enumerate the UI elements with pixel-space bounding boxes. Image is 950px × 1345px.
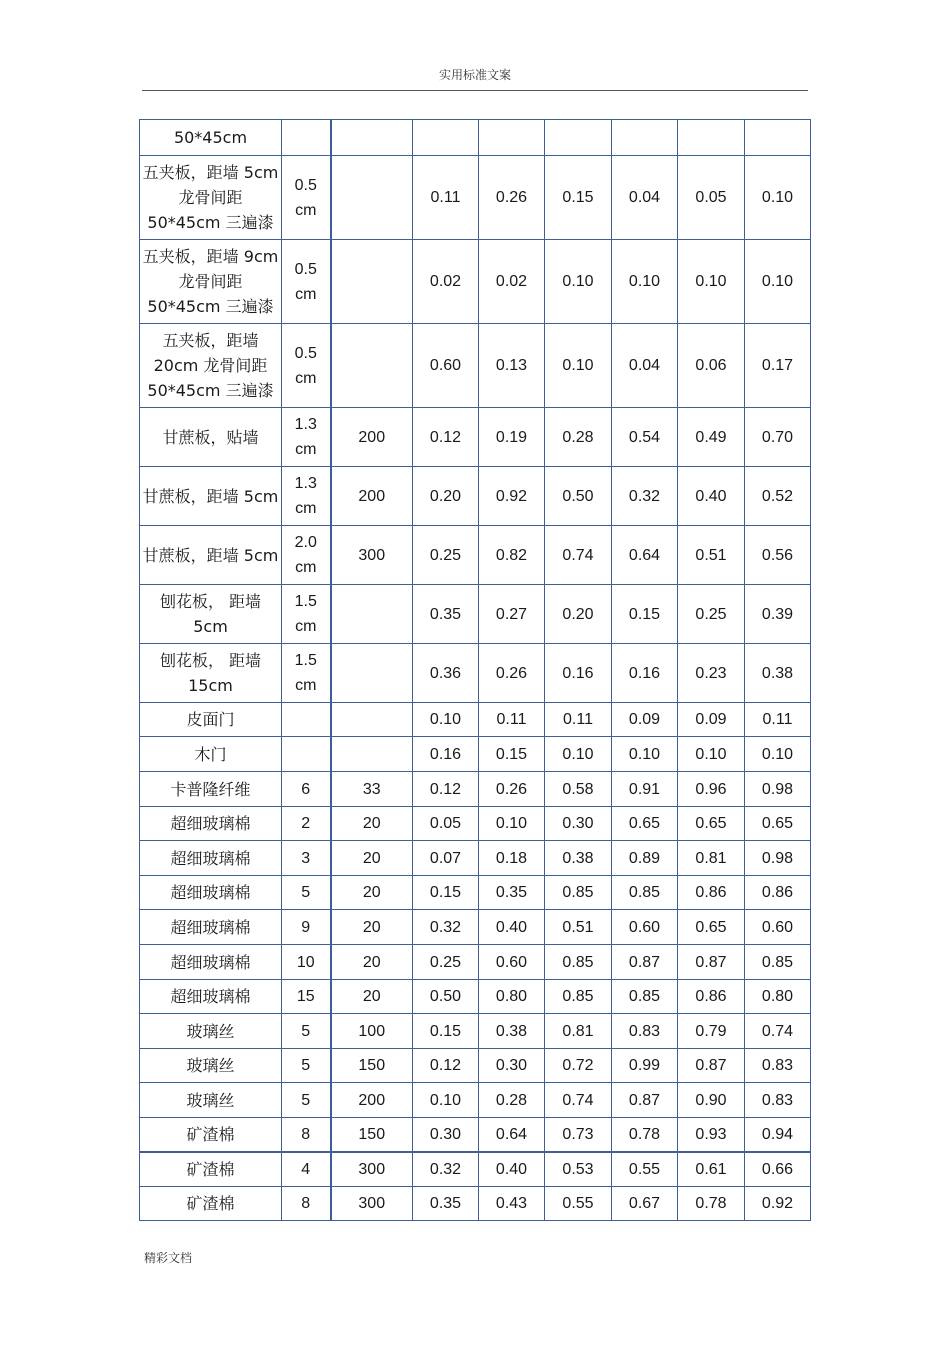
coefficient-cell: 0.78: [612, 1118, 678, 1152]
coefficient-cell: 0.04: [612, 156, 678, 240]
density-cell: 33: [331, 772, 413, 807]
table-row: [140, 1118, 811, 1152]
coefficient-cell: 0.06: [678, 324, 745, 408]
coefficient-cell: 0.64: [612, 526, 678, 585]
coefficient-cell: 0.18: [479, 841, 545, 876]
coefficient-cell: 0.11: [545, 703, 612, 737]
coefficient-cell: 0.96: [678, 772, 745, 807]
coefficient-cell: 0.10: [745, 156, 811, 240]
coefficient-cell: 0.55: [612, 1152, 678, 1187]
material-name-cell: 超细玻璃棉: [140, 807, 282, 841]
density-cell: [331, 240, 413, 324]
coefficient-cell: 0.70: [745, 408, 811, 467]
table-row: [140, 945, 811, 980]
density-cell: 20: [331, 876, 413, 910]
coefficient-cell: 0.65: [678, 910, 745, 945]
coefficient-cell: 0.16: [545, 644, 612, 703]
coefficient-cell: 0.16: [413, 737, 479, 772]
coefficient-cell: 0.51: [545, 910, 612, 945]
coefficient-cell: 0.30: [545, 807, 612, 841]
coefficient-cell: 0.12: [413, 772, 479, 807]
coefficient-cell: [545, 120, 612, 156]
density-cell: 300: [331, 526, 413, 585]
coefficient-cell: 0.87: [612, 945, 678, 980]
coefficient-cell: 0.81: [545, 1014, 612, 1049]
coefficient-cell: 0.92: [745, 1187, 811, 1221]
coefficient-cell: 0.60: [612, 910, 678, 945]
coefficient-cell: 0.15: [413, 1014, 479, 1049]
density-cell: [331, 156, 413, 240]
density-cell: 20: [331, 807, 413, 841]
density-cell: 300: [331, 1187, 413, 1221]
coefficient-cell: 0.60: [413, 324, 479, 408]
thickness-cell: 0.5 cm: [282, 156, 331, 240]
material-name-cell: 甘蔗板，距墙 5cm: [140, 467, 282, 526]
coefficient-cell: 0.51: [678, 526, 745, 585]
density-cell: 200: [331, 408, 413, 467]
coefficient-cell: 0.86: [678, 876, 745, 910]
coefficient-cell: 0.36: [413, 644, 479, 703]
density-cell: [331, 737, 413, 772]
coefficient-cell: 0.28: [479, 1083, 545, 1118]
coefficient-cell: 0.67: [612, 1187, 678, 1221]
density-cell: [331, 703, 413, 737]
coefficient-cell: 0.10: [413, 703, 479, 737]
coefficient-cell: 0.26: [479, 156, 545, 240]
coefficient-cell: 0.10: [745, 737, 811, 772]
coefficient-cell: 0.43: [479, 1187, 545, 1221]
coefficient-cell: 0.26: [479, 772, 545, 807]
coefficient-cell: 0.86: [678, 980, 745, 1014]
table-row: [140, 526, 811, 585]
thickness-cell: 6: [282, 772, 331, 807]
density-cell: 20: [331, 980, 413, 1014]
table-row: [140, 240, 811, 324]
coefficient-cell: 0.09: [678, 703, 745, 737]
coefficient-cell: [479, 120, 545, 156]
coefficient-cell: [612, 120, 678, 156]
coefficient-cell: 0.09: [612, 703, 678, 737]
thickness-cell: 5: [282, 876, 331, 910]
coefficient-cell: 0.27: [479, 585, 545, 644]
table-row: [140, 1187, 811, 1221]
absorption-coefficient-table: [139, 119, 811, 1221]
coefficient-cell: 0.85: [545, 876, 612, 910]
coefficient-cell: 0.91: [612, 772, 678, 807]
thickness-cell: 5: [282, 1083, 331, 1118]
coefficient-cell: 0.53: [545, 1152, 612, 1187]
coefficient-cell: 0.35: [413, 585, 479, 644]
density-cell: 20: [331, 910, 413, 945]
material-name-cell: 甘蔗板，贴墙: [140, 408, 282, 467]
thickness-cell: 5: [282, 1049, 331, 1083]
table-row: [140, 1083, 811, 1118]
material-name-cell: 木门: [140, 737, 282, 772]
coefficient-cell: 0.49: [678, 408, 745, 467]
material-name-cell: 五夹板，距墙 5cm 龙骨间距 50*45cm 三遍漆: [140, 156, 282, 240]
coefficient-cell: 0.54: [612, 408, 678, 467]
coefficient-cell: 0.79: [678, 1014, 745, 1049]
header-divider: [142, 90, 808, 91]
coefficient-cell: 0.10: [745, 240, 811, 324]
material-name-cell: 五夹板，距墙 9cm 龙骨间距 50*45cm 三遍漆: [140, 240, 282, 324]
coefficient-cell: 0.15: [545, 156, 612, 240]
material-name-cell: 皮面门: [140, 703, 282, 737]
coefficient-cell: 0.83: [745, 1049, 811, 1083]
coefficient-cell: 0.89: [612, 841, 678, 876]
thickness-cell: [282, 120, 331, 156]
coefficient-cell: 0.12: [413, 1049, 479, 1083]
coefficient-cell: 0.85: [545, 945, 612, 980]
coefficient-cell: 0.85: [612, 876, 678, 910]
coefficient-cell: 0.13: [479, 324, 545, 408]
table-row: [140, 1049, 811, 1083]
density-cell: 300: [331, 1152, 413, 1187]
coefficient-cell: 0.65: [612, 807, 678, 841]
coefficient-cell: 0.87: [678, 1049, 745, 1083]
table-body: [140, 120, 811, 1221]
coefficient-cell: 0.10: [678, 737, 745, 772]
coefficient-cell: 0.17: [745, 324, 811, 408]
material-name-cell: 玻璃丝: [140, 1083, 282, 1118]
coefficient-cell: 0.60: [745, 910, 811, 945]
table-row: [140, 841, 811, 876]
table-row: [140, 644, 811, 703]
coefficient-cell: 0.82: [479, 526, 545, 585]
table-row: [140, 772, 811, 807]
coefficient-cell: 0.38: [479, 1014, 545, 1049]
coefficient-cell: 0.10: [545, 737, 612, 772]
density-cell: 150: [331, 1049, 413, 1083]
table-row: [140, 1152, 811, 1187]
coefficient-cell: 0.83: [612, 1014, 678, 1049]
coefficient-cell: 0.38: [745, 644, 811, 703]
thickness-cell: 0.5 cm: [282, 324, 331, 408]
material-name-cell: 甘蔗板，距墙 5cm: [140, 526, 282, 585]
table-row: [140, 408, 811, 467]
table-row: [140, 156, 811, 240]
coefficient-cell: 0.20: [545, 585, 612, 644]
density-cell: 200: [331, 1083, 413, 1118]
coefficient-cell: 0.40: [479, 910, 545, 945]
coefficient-cell: 0.32: [413, 1152, 479, 1187]
coefficient-cell: 0.07: [413, 841, 479, 876]
material-name-cell: 超细玻璃棉: [140, 841, 282, 876]
coefficient-cell: 0.50: [413, 980, 479, 1014]
coefficient-cell: 0.32: [612, 467, 678, 526]
thickness-cell: 2.0 cm: [282, 526, 331, 585]
coefficient-cell: 0.02: [479, 240, 545, 324]
coefficient-cell: 0.66: [745, 1152, 811, 1187]
coefficient-cell: 0.05: [678, 156, 745, 240]
coefficient-cell: 0.35: [479, 876, 545, 910]
coefficient-cell: 0.98: [745, 772, 811, 807]
coefficient-cell: 0.73: [545, 1118, 612, 1152]
coefficient-cell: 0.78: [678, 1187, 745, 1221]
table-row: [140, 120, 811, 156]
coefficient-cell: 0.10: [612, 737, 678, 772]
coefficient-cell: 0.39: [745, 585, 811, 644]
coefficient-cell: 0.65: [678, 807, 745, 841]
coefficient-cell: 0.38: [545, 841, 612, 876]
coefficient-cell: 0.93: [678, 1118, 745, 1152]
density-cell: 100: [331, 1014, 413, 1049]
coefficient-cell: 0.74: [545, 526, 612, 585]
table-row: [140, 876, 811, 910]
coefficient-cell: 0.28: [545, 408, 612, 467]
thickness-cell: 15: [282, 980, 331, 1014]
table-row: [140, 324, 811, 408]
material-name-cell: 超细玻璃棉: [140, 980, 282, 1014]
coefficient-cell: 0.10: [479, 807, 545, 841]
coefficient-cell: 0.23: [678, 644, 745, 703]
material-name-cell: 矿渣棉: [140, 1152, 282, 1187]
thickness-cell: [282, 737, 331, 772]
material-name-cell: 刨花板， 距墙 15cm: [140, 644, 282, 703]
coefficient-cell: 0.32: [413, 910, 479, 945]
thickness-cell: 0.5 cm: [282, 240, 331, 324]
coefficient-cell: 0.85: [612, 980, 678, 1014]
coefficient-cell: 0.40: [479, 1152, 545, 1187]
coefficient-cell: 0.11: [479, 703, 545, 737]
table-row: [140, 585, 811, 644]
thickness-cell: 1.3 cm: [282, 408, 331, 467]
coefficient-cell: [413, 120, 479, 156]
coefficient-cell: 0.85: [545, 980, 612, 1014]
coefficient-cell: 0.80: [479, 980, 545, 1014]
material-name-cell: 玻璃丝: [140, 1049, 282, 1083]
coefficient-cell: 0.99: [612, 1049, 678, 1083]
density-cell: [331, 644, 413, 703]
coefficient-cell: 0.02: [413, 240, 479, 324]
coefficient-cell: 0.83: [745, 1083, 811, 1118]
density-cell: [331, 120, 413, 156]
coefficient-cell: 0.16: [612, 644, 678, 703]
coefficient-cell: 0.25: [413, 945, 479, 980]
coefficient-cell: [745, 120, 811, 156]
thickness-cell: 3: [282, 841, 331, 876]
coefficient-cell: 0.58: [545, 772, 612, 807]
material-name-cell: 刨花板， 距墙 5cm: [140, 585, 282, 644]
coefficient-cell: 0.10: [678, 240, 745, 324]
coefficient-cell: 0.98: [745, 841, 811, 876]
coefficient-cell: 0.74: [745, 1014, 811, 1049]
thickness-cell: 2: [282, 807, 331, 841]
density-cell: 20: [331, 945, 413, 980]
coefficient-cell: 0.94: [745, 1118, 811, 1152]
table-row: [140, 980, 811, 1014]
coefficient-cell: 0.10: [545, 240, 612, 324]
coefficient-cell: 0.10: [545, 324, 612, 408]
coefficient-cell: 0.52: [745, 467, 811, 526]
material-name-cell: 玻璃丝: [140, 1014, 282, 1049]
thickness-cell: 8: [282, 1187, 331, 1221]
coefficient-cell: 0.87: [612, 1083, 678, 1118]
coefficient-cell: 0.92: [479, 467, 545, 526]
table-row: [140, 467, 811, 526]
material-name-cell: 超细玻璃棉: [140, 910, 282, 945]
coefficient-cell: 0.56: [745, 526, 811, 585]
page-footer: 精彩文档: [144, 1251, 193, 1265]
coefficient-cell: 0.11: [413, 156, 479, 240]
coefficient-cell: 0.35: [413, 1187, 479, 1221]
thickness-cell: 5: [282, 1014, 331, 1049]
page-header: 实用标准文案: [438, 68, 511, 82]
coefficient-cell: 0.12: [413, 408, 479, 467]
coefficient-cell: 0.30: [479, 1049, 545, 1083]
coefficient-cell: 0.20: [413, 467, 479, 526]
coefficient-cell: 0.74: [545, 1083, 612, 1118]
coefficient-cell: 0.26: [479, 644, 545, 703]
coefficient-cell: 0.72: [545, 1049, 612, 1083]
coefficient-cell: 0.15: [413, 876, 479, 910]
coefficient-cell: 0.10: [413, 1083, 479, 1118]
thickness-cell: 1.3 cm: [282, 467, 331, 526]
table-row: [140, 807, 811, 841]
coefficient-cell: 0.55: [545, 1187, 612, 1221]
coefficient-cell: 0.19: [479, 408, 545, 467]
coefficient-cell: 0.81: [678, 841, 745, 876]
material-name-cell: 矿渣棉: [140, 1187, 282, 1221]
table-row: [140, 1014, 811, 1049]
coefficient-cell: 0.86: [745, 876, 811, 910]
coefficient-cell: 0.15: [479, 737, 545, 772]
table-row: [140, 703, 811, 737]
coefficient-cell: 0.85: [745, 945, 811, 980]
coefficient-cell: [678, 120, 745, 156]
thickness-cell: [282, 703, 331, 737]
coefficient-cell: 0.10: [612, 240, 678, 324]
coefficient-cell: 0.11: [745, 703, 811, 737]
material-name-cell: 超细玻璃棉: [140, 876, 282, 910]
material-name-cell: 矿渣棉: [140, 1118, 282, 1152]
table-row: [140, 737, 811, 772]
thickness-cell: 8: [282, 1118, 331, 1152]
coefficient-cell: 0.25: [678, 585, 745, 644]
coefficient-cell: 0.65: [745, 807, 811, 841]
table-row: [140, 910, 811, 945]
density-cell: 200: [331, 467, 413, 526]
coefficient-cell: 0.87: [678, 945, 745, 980]
coefficient-cell: 0.90: [678, 1083, 745, 1118]
coefficient-cell: 0.64: [479, 1118, 545, 1152]
density-cell: [331, 324, 413, 408]
coefficient-cell: 0.15: [612, 585, 678, 644]
material-name-cell: 五夹板，距墙 20cm 龙骨间距 50*45cm 三遍漆: [140, 324, 282, 408]
material-name-cell: 超细玻璃棉: [140, 945, 282, 980]
coefficient-cell: 0.25: [413, 526, 479, 585]
density-cell: 150: [331, 1118, 413, 1152]
thickness-cell: 1.5 cm: [282, 585, 331, 644]
material-name-cell: 卡普隆纤维: [140, 772, 282, 807]
thickness-cell: 9: [282, 910, 331, 945]
coefficient-cell: 0.80: [745, 980, 811, 1014]
coefficient-cell: 0.05: [413, 807, 479, 841]
coefficient-cell: 0.40: [678, 467, 745, 526]
coefficient-cell: 0.04: [612, 324, 678, 408]
material-name-cell: 50*45cm: [140, 120, 282, 156]
thickness-cell: 4: [282, 1152, 331, 1187]
coefficient-cell: 0.60: [479, 945, 545, 980]
thickness-cell: 1.5 cm: [282, 644, 331, 703]
coefficient-cell: 0.61: [678, 1152, 745, 1187]
density-cell: [331, 585, 413, 644]
coefficient-cell: 0.30: [413, 1118, 479, 1152]
thickness-cell: 10: [282, 945, 331, 980]
density-cell: 20: [331, 841, 413, 876]
coefficient-cell: 0.50: [545, 467, 612, 526]
